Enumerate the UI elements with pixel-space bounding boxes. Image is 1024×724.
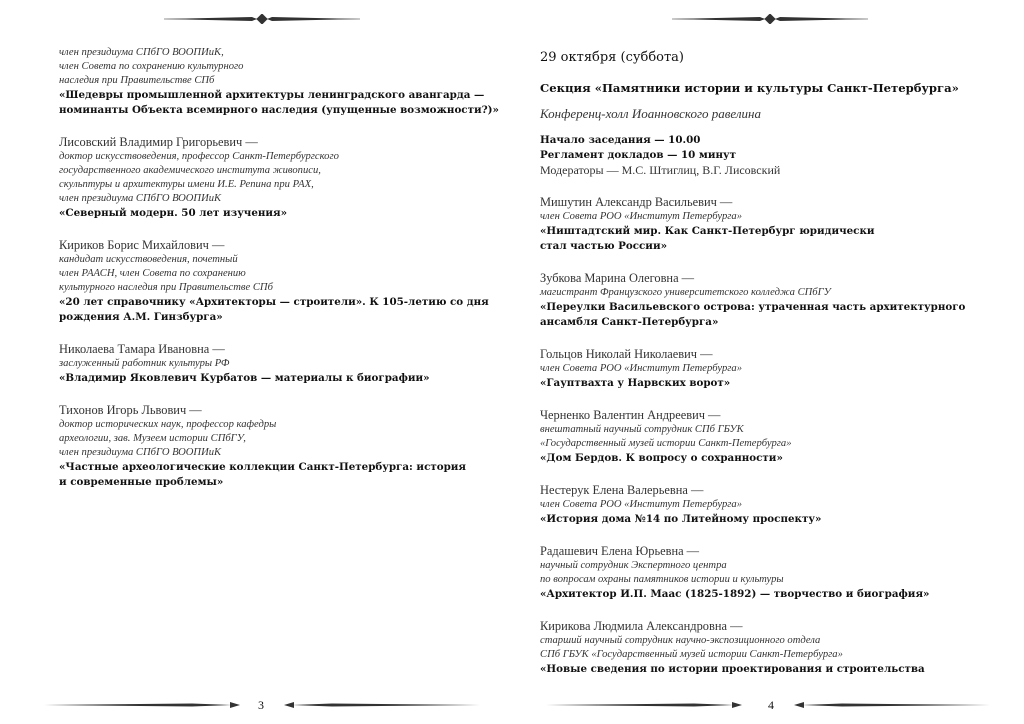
speaker-entry: [540, 543, 1010, 602]
talk-title: «История дома №14 по Литейному проспекту»: [540, 513, 822, 525]
speaker-name: Кирикова Людмила Александровна —: [540, 619, 743, 633]
speaker-role: магистрант Французского университетского колледжа СПбГУ: [540, 287, 831, 298]
speaker-role: заслуженный работник культуры РФ: [59, 358, 230, 369]
speaker-entry: [59, 237, 499, 325]
speaker-entry: [59, 402, 499, 490]
speaker-role: член Совета РОО «Институт Петербурга»: [540, 363, 743, 374]
talk-title: ансамбля Санкт-Петербурга»: [540, 316, 719, 328]
speaker-role: старший научный сотрудник научно-экспозиционного отдела: [540, 635, 821, 646]
speaker-role: государственного академического института живописи,: [59, 165, 321, 176]
speaker-entry: [540, 482, 1010, 527]
speaker-entry: [59, 134, 499, 221]
session-date: 29 октября (суббота): [540, 50, 684, 65]
talk-title: «Северный модерн. 50 лет изучения»: [59, 207, 288, 219]
header-ornament: [670, 14, 870, 24]
talk-title: «Частные археологические коллекции Санкт-Петербурга: история: [59, 461, 467, 473]
talk-title: стал частью России»: [540, 240, 668, 252]
header-ornament: [162, 14, 362, 24]
speaker-entry: [59, 341, 499, 386]
page-number: 3: [258, 698, 264, 712]
moderators: Модераторы — М.С. Штиглиц, В.Г. Лисовский: [540, 163, 781, 177]
speaker-entry: [540, 270, 1010, 330]
talk-title: «Владимир Яковлевич Курбатов — материалы к биографии»: [59, 372, 430, 384]
speaker-name: Радашевич Елена Юрьевна —: [540, 544, 700, 558]
talk-title: «Дом Бердов. К вопросу о сохранности»: [540, 452, 783, 464]
left-page-content: [59, 46, 499, 490]
speaker-role: член РААСН, член Совета по сохранению: [59, 268, 246, 279]
venue: Конференц-холл Иоанновского равелина: [540, 106, 761, 121]
speaker-role: кандидат искусствоведения, почетный: [59, 254, 238, 265]
footer-ornament-right: [792, 700, 992, 710]
right-page: [512, 0, 1024, 724]
speaker-role: внештатный научный сотрудник СПб ГБУК: [540, 424, 744, 435]
speaker-role: скульптуры и архитектуры имени И.Е. Репина при РАХ,: [59, 179, 314, 190]
speaker-role: СПб ГБУК «Государственный музей истории Санкт-Петербурга»: [540, 649, 843, 660]
talk-title: «Ништадтский мир. Как Санкт-Петербург юридически: [540, 225, 875, 237]
footer-ornament-right: [282, 700, 482, 710]
speaker-role: доктор искусствоведения, профессор Санкт-Петербургского: [59, 151, 339, 162]
speaker-name: Черненко Валентин Андреевич —: [540, 408, 721, 422]
speaker-name: Николаева Тамара Ивановна —: [59, 342, 225, 356]
speaker-role: «Государственный музей истории Санкт-Петербурга»: [540, 438, 792, 449]
talk-title: «20 лет справочнику «Архитекторы — строители». К 105-летию со дня: [59, 296, 489, 308]
talk-title: рождения А.М. Гинзбурга»: [59, 311, 223, 323]
section-title: Секция «Памятники истории и культуры Санкт-Петербурга»: [540, 81, 959, 95]
talk-rules: Регламент докладов — 10 минут: [540, 149, 736, 161]
speaker-name: Нестерук Елена Валерьевна —: [540, 483, 704, 497]
speaker-role: культурного наследия при Правительстве СПб: [59, 282, 273, 293]
speaker-role: доктор исторических наук, профессор кафедры: [59, 419, 277, 430]
speaker-entry: [540, 407, 1010, 466]
footer-ornament-left: [42, 700, 242, 710]
speaker-role: член президиума СПбГО ВООПИиК: [59, 193, 222, 204]
speaker-entry: [540, 194, 1010, 254]
talk-title: номинанты Объекта всемирного наследия (упущенные возможности?)»: [59, 104, 499, 116]
speaker-role: член президиума СПбГО ВООПИиК,: [59, 47, 224, 58]
footer-ornament-left: [544, 700, 744, 710]
speaker-name: Лисовский Владимир Григорьевич —: [59, 135, 258, 149]
talk-title: «Гауптвахта у Нарвских ворот»: [540, 377, 731, 389]
speaker-role: археологии, зав. Музеем истории СПбГУ,: [59, 433, 246, 444]
speaker-role: по вопросам охраны памятников истории и культуры: [540, 574, 784, 585]
speaker-entry: [59, 46, 499, 118]
speaker-role: член Совета по сохранению культурного: [59, 61, 244, 72]
speaker-role: научный сотрудник Экспертного центра: [540, 560, 727, 571]
session-start: Начало заседания — 10.00: [540, 134, 701, 146]
talk-title: «Шедевры промышленной архитектуры ленинградского авангарда —: [59, 89, 485, 101]
speaker-name: Гольцов Николай Николаевич —: [540, 347, 713, 361]
talk-title: «Новые сведения по истории проектирования и строительства: [540, 663, 925, 675]
talk-title: «Переулки Васильевского острова: утраченная часть архитектурного: [540, 301, 966, 313]
speaker-name: Мишутин Александр Васильевич —: [540, 195, 733, 209]
speaker-name: Зубкова Марина Олеговна —: [540, 271, 695, 285]
page-number: 4: [768, 698, 774, 712]
speaker-role: член Совета РОО «Институт Петербурга»: [540, 211, 743, 222]
speaker-name: Кириков Борис Михайлович —: [59, 238, 225, 252]
speaker-name: Тихонов Игорь Львович —: [59, 403, 202, 417]
speaker-entry: [540, 618, 1010, 677]
speaker-role: член Совета РОО «Институт Петербурга»: [540, 499, 743, 510]
speaker-role: член президиума СПбГО ВООПИиК: [59, 447, 222, 458]
talk-title: «Архитектор И.П. Маас (1825-1892) — творчество и биография»: [540, 588, 930, 600]
speaker-entry: [540, 346, 1010, 391]
talk-title: и современные проблемы»: [59, 476, 224, 488]
right-page-content: [540, 49, 1010, 677]
speaker-role: наследия при Правительстве СПб: [59, 75, 215, 86]
